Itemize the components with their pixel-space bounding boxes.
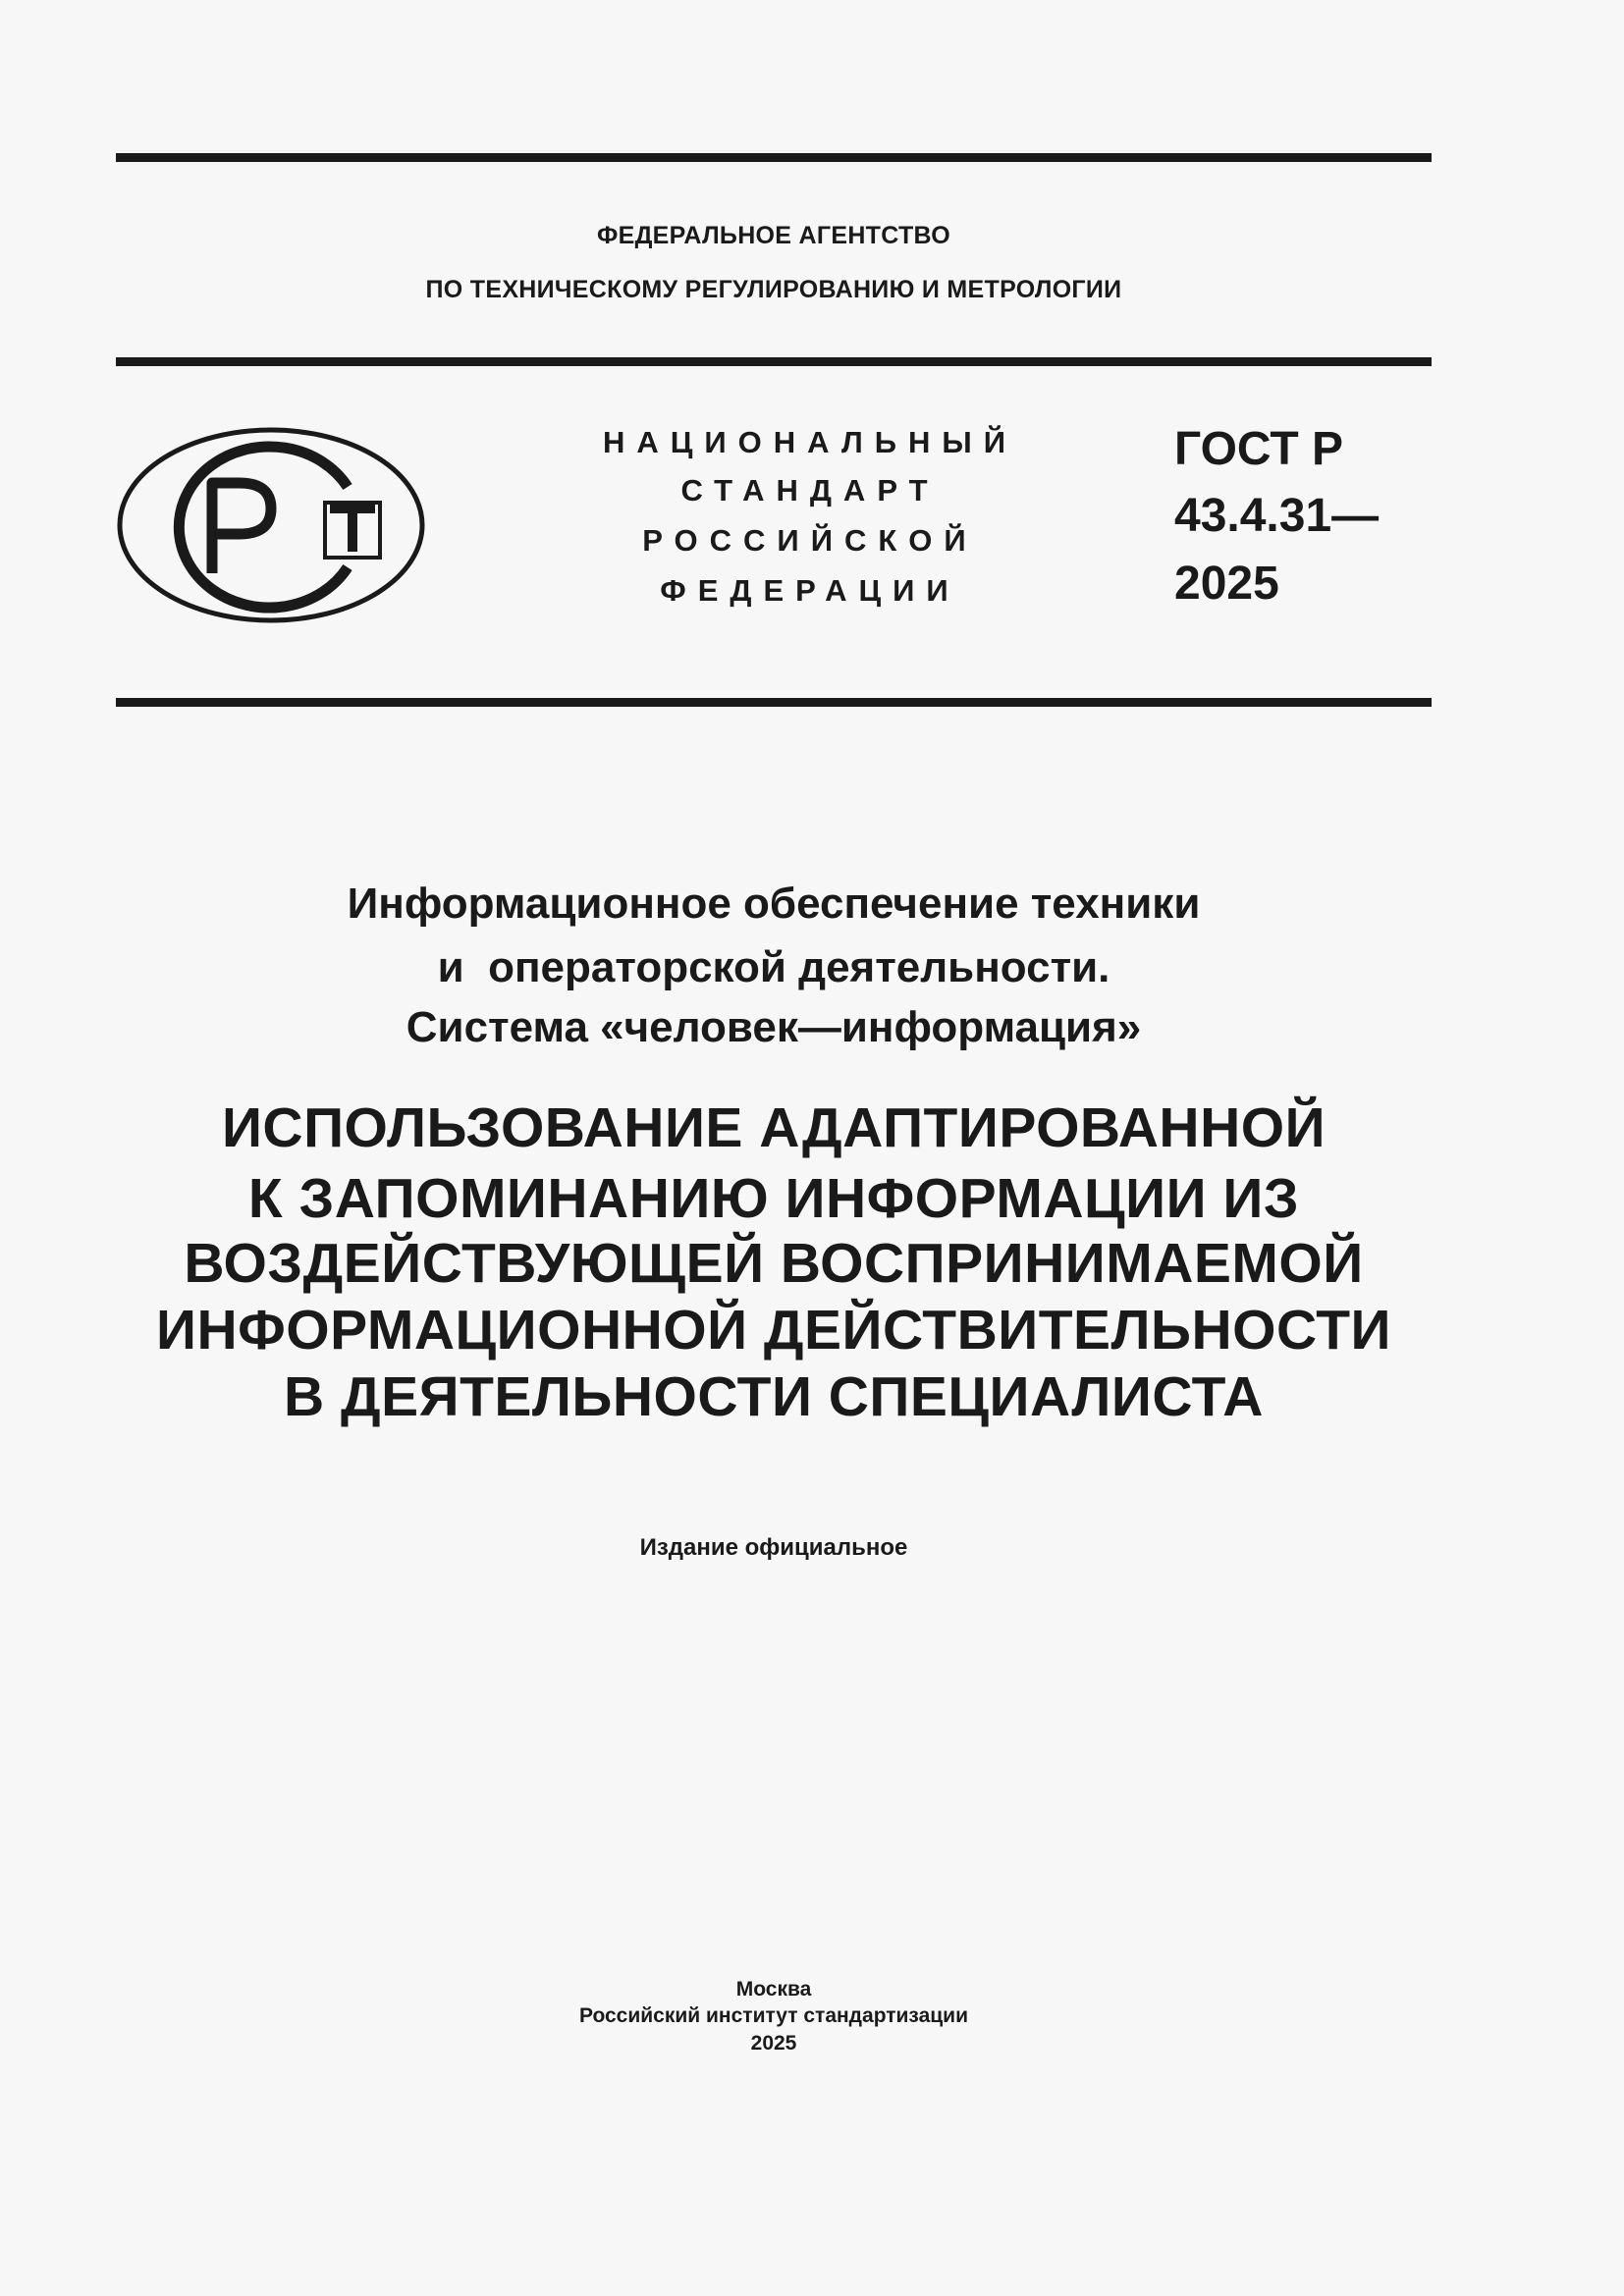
section-rule bbox=[116, 698, 1432, 707]
title-line-3: ВОЗДЕЙСТВУЮЩЕЙ ВОСПРИНИМАЕМОЙ bbox=[184, 1232, 1364, 1295]
imprint-publisher: Российский институт стандартизации bbox=[578, 2004, 969, 2027]
subtitle-line-2: и операторской деятельности. bbox=[437, 943, 1110, 991]
standard-label-line-2: СТАНДАРТ bbox=[680, 473, 940, 507]
standard-label-line-1: НАЦИОНАЛЬНЫЙ bbox=[602, 425, 1018, 459]
designation-line-2: 43.4.31— bbox=[1174, 490, 1380, 542]
imprint-city: Москва bbox=[735, 1978, 812, 2001]
title-line-2: К ЗАПОМИНАНИЮ ИНФОРМАЦИИ ИЗ bbox=[247, 1167, 1300, 1230]
title-line-1: ИСПОЛЬЗОВАНИЕ АДАПТИРОВАННОЙ bbox=[221, 1096, 1326, 1159]
designation-line-1: ГОСТ Р bbox=[1174, 423, 1344, 475]
designation-line-3: 2025 bbox=[1174, 558, 1279, 610]
agency-name-line-2: ПО ТЕХНИЧЕСКОМУ РЕГУЛИРОВАНИЮ И МЕТРОЛОГИИ bbox=[425, 276, 1122, 303]
rst-certification-mark-icon bbox=[116, 426, 426, 624]
subtitle-line-3: Система «человек—информация» bbox=[406, 1003, 1142, 1051]
header-rule bbox=[116, 357, 1432, 366]
title-line-4: ИНФОРМАЦИОННОЙ ДЕЙСТВИТЕЛЬНОСТИ bbox=[155, 1299, 1392, 1362]
top-rule bbox=[116, 153, 1432, 162]
agency-name-line-1: ФЕДЕРАЛЬНОЕ АГЕНТСТВО bbox=[596, 222, 951, 249]
standard-label-line-3: РОССИЙСКОЙ bbox=[642, 523, 978, 558]
subtitle-line-1: Информационное обеспечение техники bbox=[347, 880, 1201, 928]
title-line-5: В ДЕЯТЕЛЬНОСТИ СПЕЦИАЛИСТА bbox=[284, 1365, 1264, 1428]
standard-label-line-4: ФЕДЕРАЦИИ bbox=[660, 573, 960, 608]
edition-note: Издание официальное bbox=[639, 1534, 908, 1561]
imprint-year: 2025 bbox=[750, 2032, 797, 2055]
